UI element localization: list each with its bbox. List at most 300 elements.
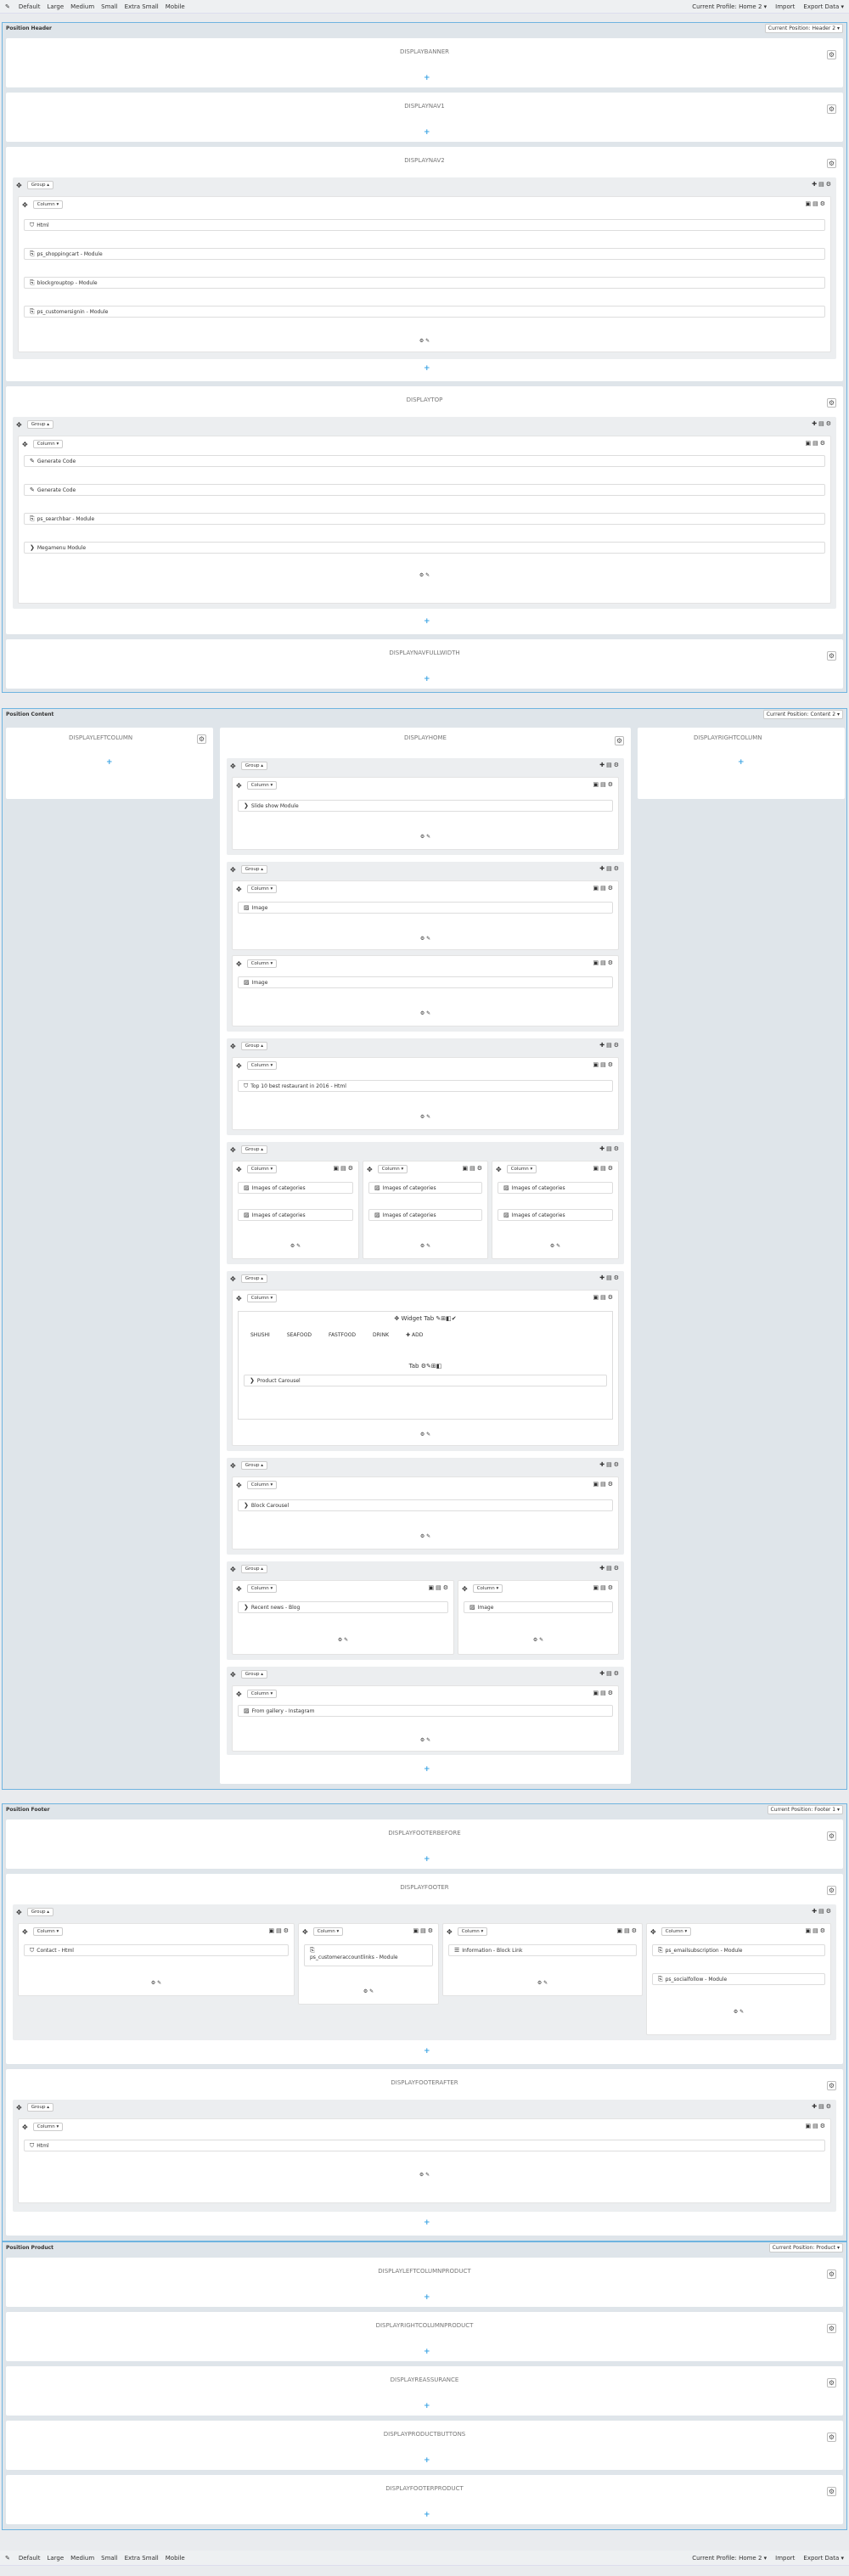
chevron-right-icon: ❯ bbox=[30, 544, 35, 551]
move-icon[interactable]: ✥ bbox=[367, 1165, 373, 1173]
column-dropdown[interactable]: Column ▾ bbox=[247, 959, 278, 968]
column-actions-icon[interactable]: ▣▤⚙ bbox=[593, 1165, 615, 1172]
group-dropdown[interactable]: Group ▴ bbox=[241, 1670, 267, 1679]
group-dropdown[interactable]: Group ▴ bbox=[27, 1908, 53, 1916]
group-actions-icon[interactable]: ✚▤⚙ bbox=[599, 762, 621, 768]
column bbox=[646, 1923, 831, 2035]
column-tools-icon[interactable]: ⚙ ✎ bbox=[733, 2009, 745, 2015]
column bbox=[18, 1923, 295, 1996]
top-toolbar bbox=[0, 0, 849, 14]
column-tools-icon[interactable]: ⚙ ✎ bbox=[419, 936, 431, 942]
add-group-icon[interactable]: + bbox=[424, 1855, 430, 1864]
column-tools-icon[interactable]: ⚙ ✎ bbox=[337, 1637, 349, 1643]
module-item[interactable]: ▨ Images of categories bbox=[498, 1209, 613, 1221]
module-item[interactable]: ❯ Block Carousel bbox=[238, 1499, 613, 1511]
column-actions-icon[interactable]: ▣▤⚙ bbox=[268, 1927, 290, 1934]
column-dropdown[interactable]: Column ▾ bbox=[458, 1927, 488, 1936]
hook-displayproductbuttons bbox=[6, 2421, 843, 2470]
device-extra-small[interactable]: Extra Small bbox=[124, 3, 159, 10]
module-icon: ⎘ bbox=[658, 1975, 663, 1983]
move-icon[interactable]: ✥ bbox=[236, 1061, 242, 1070]
group bbox=[13, 177, 836, 359]
column-actions-icon[interactable]: ▣▤⚙ bbox=[593, 1690, 615, 1696]
column bbox=[458, 1580, 619, 1655]
add-group-icon[interactable]: + bbox=[424, 2293, 430, 2302]
column-tools-icon[interactable]: ⚙ ✎ bbox=[419, 2172, 430, 2178]
hook-title: DISPLAYBANNER bbox=[399, 48, 450, 55]
column-actions-icon[interactable]: ▣▤⚙ bbox=[593, 959, 615, 966]
move-icon[interactable]: ✥ bbox=[16, 1908, 22, 1916]
add-group-icon[interactable]: + bbox=[738, 758, 745, 767]
group-dropdown[interactable]: Group ▴ bbox=[241, 865, 267, 874]
add-group-icon[interactable]: + bbox=[424, 74, 430, 82]
module-item[interactable]: ⎘ blockgrouptop - Module bbox=[24, 277, 825, 289]
hook-displaynav1 bbox=[6, 93, 843, 142]
position-title: Position Footer bbox=[6, 1807, 50, 1813]
add-group-icon[interactable]: + bbox=[424, 128, 430, 137]
position-header bbox=[2, 22, 847, 693]
image-icon: ▨ bbox=[244, 904, 250, 911]
group bbox=[13, 2100, 836, 2212]
column-dropdown[interactable]: Column ▾ bbox=[33, 2123, 64, 2131]
column-actions-icon[interactable]: ▣▤⚙ bbox=[805, 200, 827, 207]
move-icon[interactable]: ✥ bbox=[230, 1042, 236, 1050]
move-icon[interactable]: ✥ bbox=[236, 1481, 242, 1489]
edit-icon: ✎ bbox=[30, 487, 35, 493]
column bbox=[232, 777, 619, 850]
device-default[interactable]: Default bbox=[18, 2554, 41, 2562]
hook-title: DISPLAYLEFTCOLUMNPRODUCT bbox=[378, 2268, 471, 2275]
module-item[interactable]: ▨ Image bbox=[238, 976, 613, 988]
module-icon: ⎘ bbox=[658, 1946, 663, 1954]
tab-seafood[interactable]: SEAFOOD bbox=[286, 1332, 312, 1338]
image-icon: ▨ bbox=[503, 1184, 509, 1191]
column-tools-icon[interactable]: ⚙ ✎ bbox=[419, 834, 431, 840]
column-actions-icon[interactable]: ▣▤⚙ bbox=[428, 1584, 450, 1591]
add-group-icon[interactable]: + bbox=[424, 364, 430, 373]
column-actions-icon[interactable]: ▣▤⚙ bbox=[616, 1927, 638, 1934]
chevron-right-icon: ❯ bbox=[244, 1502, 249, 1509]
group-actions-icon[interactable]: ✚▤⚙ bbox=[599, 1565, 621, 1572]
module-item[interactable]: ⎘ ps_customersignin - Module bbox=[24, 306, 825, 318]
gear-icon[interactable]: ⚙ bbox=[828, 1887, 835, 1894]
hook-title: DISPLAYPRODUCTBUTTONS bbox=[383, 2431, 466, 2438]
module-item[interactable]: ▨ Image bbox=[464, 1601, 613, 1613]
column bbox=[298, 1923, 439, 2005]
hook-title: DISPLAYNAV2 bbox=[404, 157, 445, 164]
import-button[interactable]: Import bbox=[775, 2554, 796, 2562]
image-icon: ▨ bbox=[503, 1212, 509, 1218]
module-item[interactable]: ⛉ Top 10 best restaurant in 2016 - Html bbox=[238, 1080, 613, 1092]
list-icon: ☰ bbox=[454, 1947, 460, 1954]
hook-title: DISPLAYNAV1 bbox=[404, 103, 445, 110]
column bbox=[18, 2118, 831, 2203]
group-dropdown[interactable]: Group ▴ bbox=[241, 1042, 267, 1050]
move-icon[interactable]: ✥ bbox=[236, 1294, 242, 1302]
column bbox=[18, 196, 831, 352]
hook-displayleftcolumnproduct bbox=[6, 2258, 843, 2307]
hook-displayrightcolumn bbox=[638, 728, 845, 799]
gear-icon[interactable]: ⚙ bbox=[828, 51, 835, 59]
module-item[interactable]: ☰ Information - Block Link bbox=[448, 1944, 637, 1956]
group-actions-icon[interactable]: ✚▤⚙ bbox=[599, 1274, 621, 1281]
tab-drink[interactable]: DRINK bbox=[373, 1332, 390, 1338]
hook-title: DISPLAYFOOTERPRODUCT bbox=[385, 2485, 464, 2492]
hook-title: DISPLAYFOOTER bbox=[400, 1884, 449, 1891]
column-actions-icon[interactable]: ▣▤⚙ bbox=[413, 1927, 435, 1934]
import-button[interactable]: Import bbox=[775, 3, 796, 10]
hook-title: DISPLAYRIGHTCOLUMNPRODUCT bbox=[375, 2322, 474, 2329]
add-group-icon[interactable]: + bbox=[424, 1765, 430, 1774]
group bbox=[13, 1904, 836, 2040]
column bbox=[232, 1476, 619, 1550]
group-dropdown[interactable]: Group ▴ bbox=[27, 2103, 53, 2112]
module-icon: ⎘ bbox=[30, 250, 35, 257]
move-icon[interactable]: ✥ bbox=[302, 1927, 308, 1936]
move-icon[interactable]: ✥ bbox=[236, 781, 242, 790]
position-title: Position Product bbox=[6, 2245, 54, 2251]
html5-icon: ⛉ bbox=[30, 2141, 35, 2149]
bottom-toolbar bbox=[0, 2551, 849, 2566]
column-actions-icon[interactable]: ▣▤⚙ bbox=[333, 1165, 355, 1172]
module-item[interactable]: ✎ Generate Code bbox=[24, 455, 825, 467]
add-group-icon[interactable]: + bbox=[424, 2348, 430, 2356]
move-icon[interactable]: ✥ bbox=[230, 762, 236, 770]
position-product bbox=[2, 2241, 847, 2530]
module-item[interactable]: ⎘ ps_customeraccountlinks - Module bbox=[304, 1944, 433, 1966]
gear-icon[interactable]: ⚙ bbox=[828, 2488, 835, 2495]
tab-shushi[interactable]: SHUSHI bbox=[250, 1332, 270, 1338]
add-group-icon[interactable]: + bbox=[424, 675, 430, 683]
gear-icon[interactable]: ⚙ bbox=[828, 399, 835, 407]
move-icon[interactable]: ✥ bbox=[496, 1165, 502, 1173]
column-dropdown[interactable]: Column ▾ bbox=[378, 1165, 408, 1173]
column bbox=[232, 1057, 619, 1130]
move-icon[interactable]: ✥ bbox=[236, 959, 242, 968]
gear-icon[interactable]: ⚙ bbox=[828, 2082, 835, 2089]
group-actions-icon[interactable]: ✚▤⚙ bbox=[812, 1908, 833, 1915]
gear-icon[interactable]: ⚙ bbox=[198, 735, 205, 743]
edit-icon[interactable]: ✎ bbox=[5, 3, 10, 10]
device-default[interactable]: Default bbox=[18, 3, 41, 10]
module-item[interactable]: ⛉ Html bbox=[24, 2140, 825, 2151]
module-item[interactable]: ❯ Product Carousel bbox=[244, 1375, 607, 1386]
column-tools-icon[interactable]: ⚙ ✎ bbox=[419, 1533, 431, 1539]
hook-displayreassurance bbox=[6, 2366, 843, 2416]
group-actions-icon[interactable]: ✚▤⚙ bbox=[812, 420, 833, 427]
hook-title: DISPLAYTOP bbox=[406, 397, 443, 403]
group bbox=[227, 862, 624, 1032]
group-dropdown[interactable]: Group ▴ bbox=[241, 1565, 267, 1573]
tab-fastfood[interactable]: FASTFOOD bbox=[329, 1332, 357, 1338]
column-actions-icon[interactable]: ▣▤⚙ bbox=[593, 1061, 615, 1068]
add-group-icon[interactable]: + bbox=[424, 2047, 430, 2056]
module-icon: ⎘ bbox=[30, 307, 35, 315]
module-item[interactable]: ▨ Image bbox=[238, 902, 613, 914]
group-dropdown[interactable]: Group ▴ bbox=[241, 762, 267, 770]
tab-header: Tab ⚙✎⊞◧ bbox=[408, 1363, 442, 1370]
position-title: Position Header bbox=[6, 25, 53, 31]
column-dropdown[interactable]: Column ▾ bbox=[247, 781, 278, 790]
hook-displaynav2 bbox=[6, 147, 843, 381]
move-icon[interactable]: ✥ bbox=[16, 181, 22, 189]
module-item[interactable]: ✎ Generate Code bbox=[24, 484, 825, 496]
move-icon[interactable]: ✥ bbox=[230, 865, 236, 874]
export-button[interactable]: Export Data ▾ bbox=[803, 2554, 844, 2562]
device-large[interactable]: Large bbox=[47, 3, 65, 10]
export-button[interactable]: Export Data ▾ bbox=[803, 3, 844, 10]
move-icon[interactable]: ✥ bbox=[236, 1584, 242, 1593]
add-group-icon[interactable]: + bbox=[424, 2219, 430, 2227]
move-icon[interactable]: ✥ bbox=[447, 1927, 453, 1936]
device-small[interactable]: Small bbox=[101, 3, 118, 10]
device-small[interactable]: Small bbox=[101, 2554, 118, 2562]
chevron-right-icon: ❯ bbox=[250, 1377, 255, 1384]
column-dropdown[interactable]: Column ▾ bbox=[247, 1294, 278, 1302]
group-actions-icon[interactable]: ✚▤⚙ bbox=[599, 1670, 621, 1677]
group bbox=[227, 1038, 624, 1135]
column-tools-icon[interactable]: ⚙ ✎ bbox=[150, 1980, 162, 1986]
device-large[interactable]: Large bbox=[47, 2554, 65, 2562]
column-dropdown[interactable]: Column ▾ bbox=[33, 200, 64, 209]
module-item[interactable]: ⎘ ps_shoppingcart - Module bbox=[24, 248, 825, 260]
module-item[interactable]: ⎘ ps_searchbar - Module bbox=[24, 513, 825, 525]
move-icon[interactable]: ✥ bbox=[650, 1927, 656, 1936]
device-mobile[interactable]: Mobile bbox=[165, 3, 185, 10]
hook-title: DISPLAYLEFTCOLUMN bbox=[69, 734, 133, 741]
device-medium[interactable]: Medium bbox=[70, 3, 95, 10]
group-dropdown[interactable]: Group ▴ bbox=[27, 420, 53, 429]
column-dropdown[interactable]: Column ▾ bbox=[33, 1927, 64, 1936]
edit-icon: ✎ bbox=[30, 458, 35, 464]
move-icon[interactable]: ✥ bbox=[236, 1165, 242, 1173]
group bbox=[227, 1271, 624, 1451]
move-icon[interactable]: ✥ bbox=[236, 1690, 242, 1698]
gear-icon[interactable]: ⚙ bbox=[616, 737, 623, 745]
gear-icon[interactable]: ⚙ bbox=[828, 2325, 835, 2332]
column-dropdown[interactable]: Column ▾ bbox=[247, 1481, 278, 1489]
column-dropdown[interactable]: Column ▾ bbox=[247, 885, 278, 893]
column-actions-icon[interactable]: ▣▤⚙ bbox=[593, 1294, 615, 1301]
gear-icon[interactable]: ⚙ bbox=[828, 2379, 835, 2387]
hook-title: DISPLAYFOOTERBEFORE bbox=[388, 1830, 461, 1836]
module-item[interactable]: ▨ Images of categories bbox=[368, 1182, 482, 1194]
module-icon: ⎘ bbox=[30, 278, 35, 286]
hook-title: DISPLAYHOME bbox=[404, 734, 447, 741]
module-item[interactable]: ⎘ ps_socialfollow - Module bbox=[652, 1973, 825, 1985]
hook-displayrightcolumnproduct bbox=[6, 2312, 843, 2361]
column-dropdown[interactable]: Column ▾ bbox=[313, 1927, 344, 1936]
move-icon[interactable]: ✥ bbox=[236, 885, 242, 893]
column-tools-icon[interactable]: ⚙ ✎ bbox=[537, 1980, 548, 1986]
column-actions-icon[interactable]: ▣▤⚙ bbox=[593, 781, 615, 788]
column-tools-icon[interactable]: ⚙ ✎ bbox=[419, 1114, 431, 1120]
column-dropdown[interactable]: Column ▾ bbox=[507, 1165, 537, 1173]
position-profile-dropdown[interactable]: Current Position: Product ▾ bbox=[769, 2243, 843, 2253]
column bbox=[232, 1580, 454, 1655]
column bbox=[363, 1161, 488, 1259]
column-tools-icon[interactable]: ⚙ ✎ bbox=[419, 1010, 431, 1016]
hook-title: DISPLAYFOOTERAFTER bbox=[391, 2079, 458, 2086]
gear-icon[interactable]: ⚙ bbox=[828, 652, 835, 660]
gear-icon[interactable]: ⚙ bbox=[828, 2270, 835, 2278]
move-icon[interactable]: ✥ bbox=[462, 1584, 468, 1593]
column-tools-icon[interactable]: ⚙ ✎ bbox=[363, 1988, 374, 1994]
column-dropdown[interactable]: Column ▾ bbox=[247, 1584, 278, 1593]
column-actions-icon[interactable]: ▣▤⚙ bbox=[805, 1927, 827, 1934]
column-tools-icon[interactable]: ⚙ ✎ bbox=[532, 1637, 544, 1643]
column bbox=[442, 1923, 643, 1996]
move-icon[interactable]: ✥ bbox=[16, 2103, 22, 2112]
group-actions-icon[interactable]: ✚▤⚙ bbox=[599, 1145, 621, 1152]
column-actions-icon[interactable]: ▣▤⚙ bbox=[805, 440, 827, 447]
column-tools-icon[interactable]: ⚙ ✎ bbox=[419, 1431, 431, 1437]
module-item[interactable]: ▨ Images of categories bbox=[238, 1209, 353, 1221]
module-item[interactable]: ⛉ Html bbox=[24, 219, 825, 231]
group-dropdown[interactable]: Group ▴ bbox=[241, 1274, 267, 1283]
move-icon[interactable]: ✥ bbox=[22, 1927, 28, 1936]
add-tab-button[interactable]: ✚ ADD bbox=[406, 1332, 424, 1338]
column bbox=[232, 955, 619, 1026]
chevron-right-icon: ❯ bbox=[244, 802, 249, 809]
column-actions-icon[interactable]: ▣▤⚙ bbox=[593, 1584, 615, 1591]
move-icon[interactable]: ✥ bbox=[230, 1274, 236, 1283]
edit-icon[interactable]: ✎ bbox=[5, 2554, 10, 2562]
group-actions-icon[interactable]: ✚▤⚙ bbox=[812, 181, 833, 188]
column-tools-icon[interactable]: ⚙ ✎ bbox=[549, 1243, 561, 1249]
hook-displaybanner bbox=[6, 38, 843, 87]
module-item[interactable]: ▨ Images of categories bbox=[498, 1182, 613, 1194]
move-icon[interactable]: ✥ bbox=[22, 200, 28, 209]
add-group-icon[interactable]: + bbox=[424, 2511, 430, 2519]
device-extra-small[interactable]: Extra Small bbox=[124, 2554, 159, 2562]
image-icon: ▨ bbox=[374, 1212, 380, 1218]
column-dropdown[interactable]: Column ▾ bbox=[247, 1165, 278, 1173]
device-mobile[interactable]: Mobile bbox=[165, 2554, 185, 2562]
column-dropdown[interactable]: Column ▾ bbox=[247, 1061, 278, 1070]
move-icon[interactable]: ✥ bbox=[230, 1461, 236, 1470]
device-medium[interactable]: Medium bbox=[70, 2554, 95, 2562]
html5-icon: ⛉ bbox=[244, 1082, 249, 1089]
position-profile-dropdown[interactable]: Current Position: Header 2 ▾ bbox=[765, 24, 843, 33]
group-actions-icon[interactable]: ✚▤⚙ bbox=[599, 1042, 621, 1049]
group-dropdown[interactable]: Group ▴ bbox=[27, 181, 53, 189]
move-icon[interactable]: ✥ bbox=[22, 2123, 28, 2131]
add-group-icon[interactable]: + bbox=[424, 2402, 430, 2410]
column-actions-icon[interactable]: ▣▤⚙ bbox=[593, 1481, 615, 1488]
column bbox=[232, 880, 619, 950]
image-icon: ▨ bbox=[244, 1212, 250, 1218]
profile-dropdown[interactable]: Current Profile: Home 2 ▾ bbox=[692, 2554, 767, 2562]
gear-icon[interactable]: ⚙ bbox=[828, 105, 835, 113]
module-item[interactable]: ⛉ Contact - Html bbox=[24, 1944, 289, 1956]
group-actions-icon[interactable]: ✚▤⚙ bbox=[812, 2103, 833, 2110]
column-actions-icon[interactable]: ▣▤⚙ bbox=[462, 1165, 484, 1172]
group-actions-icon[interactable]: ✚▤⚙ bbox=[599, 865, 621, 872]
move-icon[interactable]: ✥ bbox=[230, 1565, 236, 1573]
column-dropdown[interactable]: Column ▾ bbox=[661, 1927, 692, 1936]
gear-icon[interactable]: ⚙ bbox=[828, 2433, 835, 2441]
module-item[interactable]: ❯ Megamenu Module bbox=[24, 542, 825, 554]
group-dropdown[interactable]: Group ▴ bbox=[241, 1145, 267, 1154]
column-dropdown[interactable]: Column ▾ bbox=[33, 440, 64, 448]
module-icon: ⎘ bbox=[310, 1947, 315, 1954]
hook-displaytop bbox=[6, 386, 843, 634]
module-item[interactable]: ▨ Images of categories bbox=[238, 1182, 353, 1194]
hook-displayfooterafter bbox=[6, 2069, 843, 2236]
html5-icon: ⛉ bbox=[30, 221, 35, 228]
add-group-icon[interactable]: + bbox=[424, 2456, 430, 2465]
image-icon: ▨ bbox=[469, 1604, 475, 1611]
module-item[interactable]: ❯ Recent news - Blog bbox=[238, 1601, 448, 1613]
group bbox=[227, 1142, 624, 1264]
add-group-icon[interactable]: + bbox=[424, 617, 430, 626]
column bbox=[232, 1290, 619, 1446]
position-footer bbox=[2, 1803, 847, 2241]
column-tools-icon[interactable]: ⚙ ✎ bbox=[419, 1737, 431, 1743]
html5-icon: ⛉ bbox=[30, 1946, 35, 1954]
module-icon: ⎘ bbox=[30, 515, 35, 522]
column-tools-icon[interactable]: ⚙ ✎ bbox=[290, 1243, 301, 1249]
column-dropdown[interactable]: Column ▾ bbox=[473, 1584, 503, 1593]
widget-tab bbox=[238, 1311, 613, 1420]
column-dropdown[interactable]: Column ▾ bbox=[247, 1690, 278, 1698]
gear-icon[interactable]: ⚙ bbox=[828, 160, 835, 167]
position-profile-dropdown[interactable]: Current Position: Footer 1 ▾ bbox=[767, 1805, 843, 1814]
move-icon[interactable]: ✥ bbox=[16, 420, 22, 429]
module-item[interactable]: ▨ From gallery - Instagram bbox=[238, 1705, 613, 1717]
group bbox=[227, 758, 624, 855]
move-icon[interactable]: ✥ bbox=[230, 1670, 236, 1679]
move-icon[interactable]: ✥ bbox=[22, 440, 28, 448]
position-profile-dropdown[interactable]: Current Position: Content 2 ▾ bbox=[763, 710, 843, 719]
group bbox=[13, 417, 836, 609]
move-icon[interactable]: ✥ bbox=[230, 1145, 236, 1154]
position-content bbox=[2, 708, 847, 1790]
position-title: Position Content bbox=[6, 711, 54, 717]
chevron-right-icon: ❯ bbox=[244, 1604, 249, 1611]
column bbox=[18, 436, 831, 604]
column-actions-icon[interactable]: ▣▤⚙ bbox=[593, 885, 615, 891]
add-group-icon[interactable]: + bbox=[106, 758, 113, 767]
image-icon: ▨ bbox=[374, 1184, 380, 1191]
hook-displayfooterproduct bbox=[6, 2475, 843, 2524]
column bbox=[232, 1685, 619, 1752]
column-tools-icon[interactable]: ⚙ ✎ bbox=[419, 1243, 431, 1249]
column-actions-icon[interactable]: ▣▤⚙ bbox=[805, 2123, 827, 2129]
column-tools-icon[interactable]: ⚙ ✎ bbox=[419, 572, 430, 578]
hook-displaynavfullwidth bbox=[6, 639, 843, 689]
image-icon: ▨ bbox=[244, 979, 250, 986]
column-tools-icon[interactable]: ⚙ ✎ bbox=[419, 338, 430, 344]
tab-list bbox=[250, 1332, 423, 1338]
hook-title: DISPLAYRIGHTCOLUMN bbox=[694, 734, 762, 741]
module-item[interactable]: ▨ Images of categories bbox=[368, 1209, 482, 1221]
group bbox=[227, 1458, 624, 1555]
hook-displayfooter bbox=[6, 1874, 843, 2064]
group bbox=[227, 1561, 624, 1660]
hook-title: DISPLAYREASSURANCE bbox=[390, 2376, 459, 2383]
module-item[interactable]: ⎘ ps_emailsubscription - Module bbox=[652, 1944, 825, 1956]
group-actions-icon[interactable]: ✚▤⚙ bbox=[599, 1461, 621, 1468]
hook-displayhome bbox=[220, 728, 631, 1784]
image-icon: ▨ bbox=[244, 1707, 250, 1714]
hook-displayfooterbefore bbox=[6, 1820, 843, 1869]
group-dropdown[interactable]: Group ▴ bbox=[241, 1461, 267, 1470]
profile-dropdown[interactable]: Current Profile: Home 2 ▾ bbox=[692, 3, 767, 10]
gear-icon[interactable]: ⚙ bbox=[828, 1832, 835, 1840]
module-item[interactable]: ❯ Slide show Module bbox=[238, 800, 613, 812]
